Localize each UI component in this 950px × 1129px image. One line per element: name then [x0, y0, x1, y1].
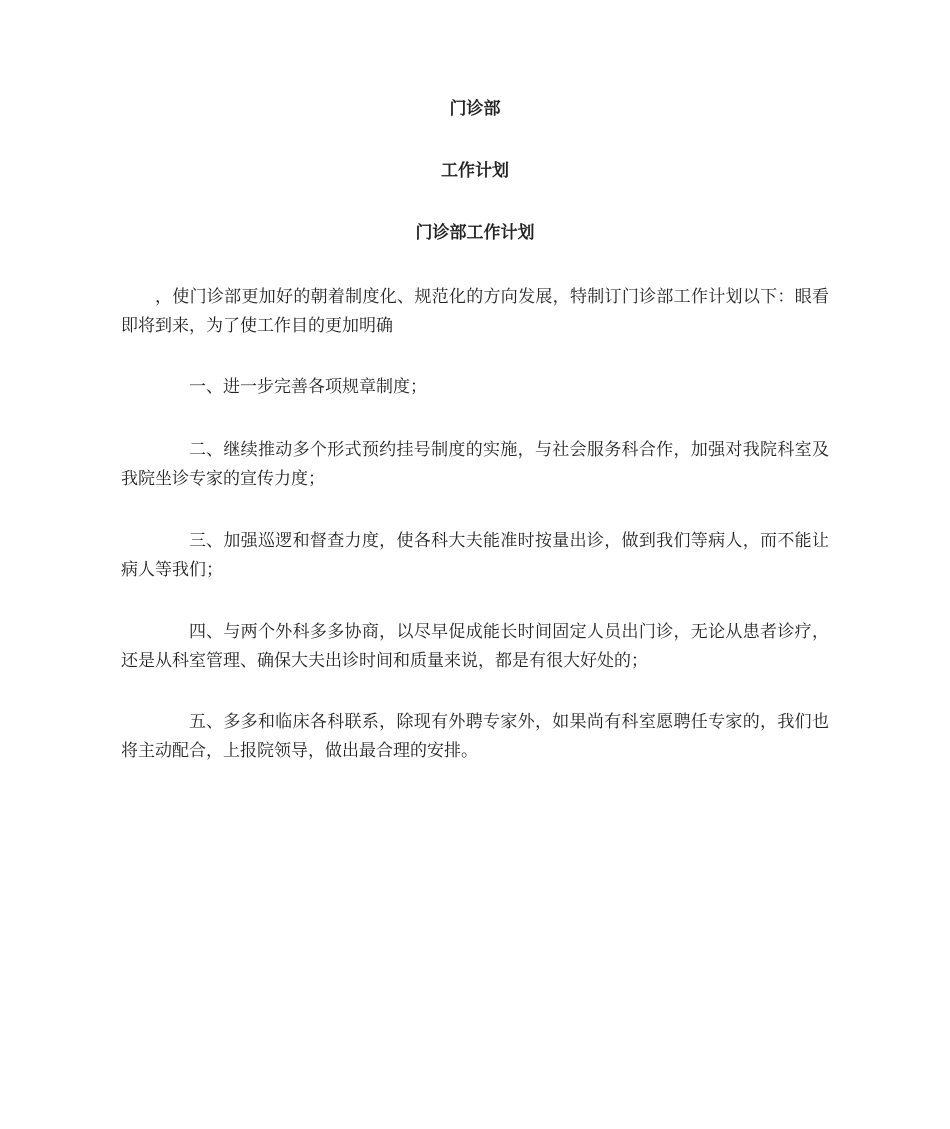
document-title-line3: 门诊部工作计划 — [415, 223, 535, 243]
plan-item-2 — [121, 436, 829, 494]
intro-paragraph: ，使门诊部更加好的朝着制度化、规范化的方向发展，特制订门诊部工作计划以下：眼看即将到来，为了使工作目的更加明确 — [121, 287, 829, 336]
plan-item-text: 继续推动多个形式预约挂号制度的实施，与社会服务科合作，加强对我院科室及我院坐诊专家的宣传力度； — [121, 440, 829, 489]
plan-item-number: 五、 — [189, 712, 223, 732]
plan-item-text: 加强巡逻和督查力度，使各科大夫能准时按量出诊，做到我们等病人，而不能让病人等我们； — [121, 531, 829, 580]
plan-item-text: 多多和临床各科联系，除现有外聘专家外，如果尚有科室愿聘任专家的，我们也将主动配合，上报院领导，做出最合理的安排。 — [121, 712, 829, 761]
plan-item-3 — [121, 527, 829, 585]
plan-item-number: 一、 — [189, 377, 223, 397]
plan-item-4 — [121, 618, 829, 676]
plan-item-5 — [121, 708, 829, 766]
plan-item-1 — [121, 373, 829, 402]
plan-item-text: 进一步完善各项规章制度； — [223, 377, 427, 397]
plan-item-number: 三、 — [189, 531, 223, 551]
document-title-line2: 工作计划 — [441, 161, 509, 181]
plan-item-number: 四、 — [189, 622, 223, 642]
plan-item-number: 二、 — [189, 440, 223, 460]
document-title-line1: 门诊部 — [449, 99, 501, 119]
plan-item-text: 与两个外科多多协商，以尽早促成能长时间固定人员出门诊，无论从患者诊疗，还是从科室管理、确保大夫出诊时间和质量来说，都是有很大好处的； — [121, 622, 829, 671]
